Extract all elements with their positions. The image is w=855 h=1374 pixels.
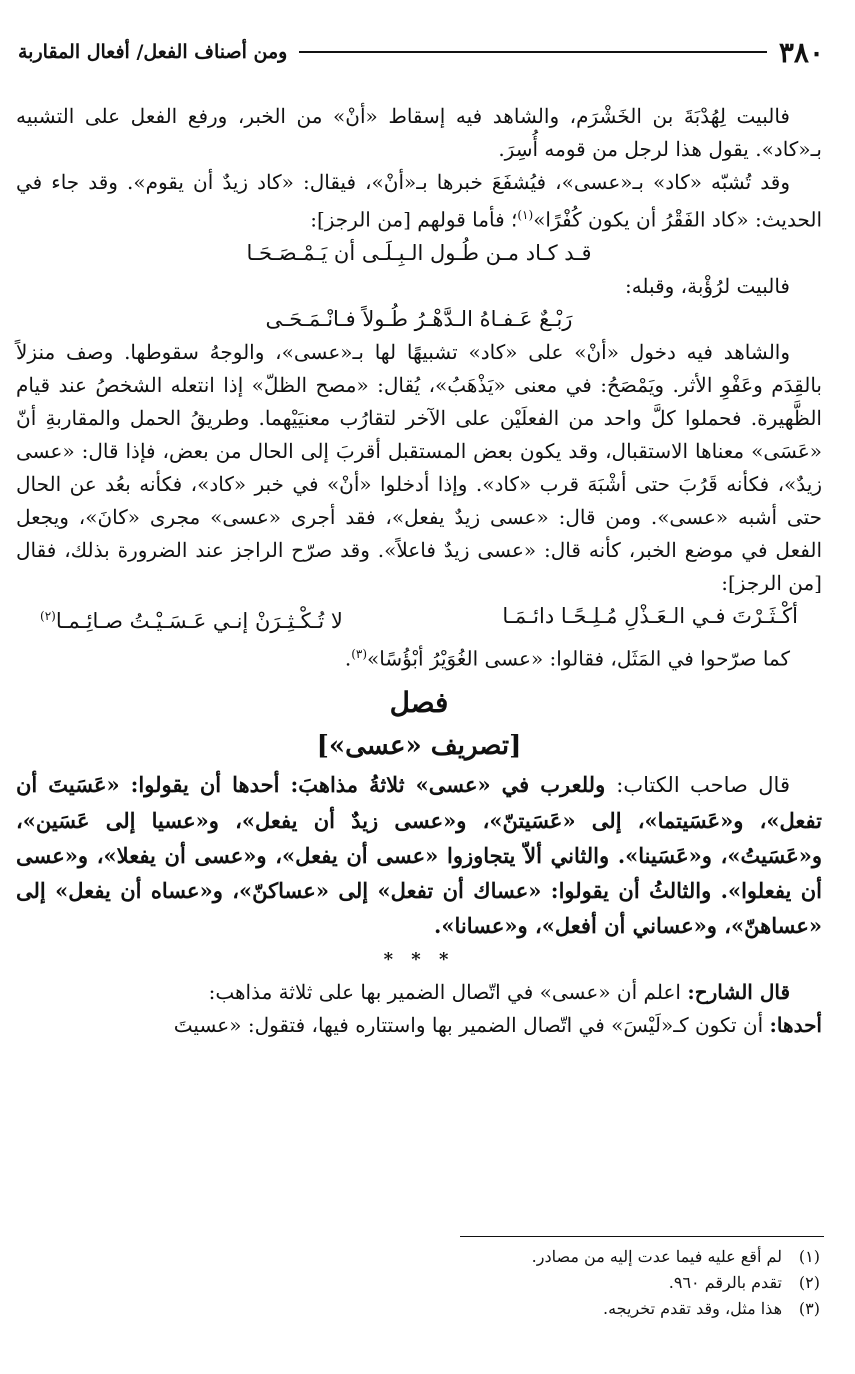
verse-3 <box>16 600 822 638</box>
paragraph-5-end: . <box>344 646 352 671</box>
paragraph-5-text: كما صرّحوا في المَثَل، فقالوا: «عسى الغُوَيْرُ أبْؤُسًا» <box>367 646 790 671</box>
footnote-text: هذا مثل، وقد تقدم تخريجه. <box>603 1299 782 1318</box>
paragraph-8-lead: أحدها: <box>769 1013 822 1038</box>
paragraph-7-text: اعلم أن «عسى» في اتّصال الضمير بها على ثلاثة مذاهب: <box>208 980 688 1005</box>
footnote-ref-1: (١) <box>517 208 534 222</box>
footnote-item <box>300 1244 820 1270</box>
section-subheading: [تصريف «عسى»] <box>316 731 522 762</box>
footnote-ref-2: (٢) <box>40 608 56 623</box>
paragraph-8 <box>16 1009 822 1042</box>
paragraph-8-text: أن تكون كـ«لَيْسَ» في اتّصال الضمير بها واستتاره فيها، فتقول: «عسيتَ <box>173 1013 770 1038</box>
section-heading: فصل <box>389 686 449 720</box>
paragraph-3: فالبيت لرُؤْبة، وقبله: <box>624 273 790 298</box>
paragraph-7 <box>16 976 822 1009</box>
footnote-number: (١) <box>798 1247 820 1266</box>
footnote-number: (٣) <box>798 1299 820 1318</box>
verse-1: قـد كـاد مـن طُـول الـبِـلَـى أن يَـمْـصَـحَـا <box>246 240 592 265</box>
verse-3-second-text: لا تُـكْـثِـرَنْ إنـي عَـسَـيْـتُ صـائِـمـا <box>55 608 343 633</box>
paragraph-2 <box>16 166 822 237</box>
paragraph-6-text: وللعرب في «عسى» ثلاثةُ مذاهبَ: أحدها أن يقولوا: «عَسَيتَ أن تفعل»، و«عَسَيتما»، إلى «عَسَيتنّ»، و«عسى زيدٌ أن يفعل»، و«عسيا إلى عَسَين»، و«عَسَيتُ»، و«عَسَينا». والثاني ألاّ يتجاوزوا «عسى أن يفعل»، و«عسى أن يفعلا»، و«عسى أن يفعلوا». والثالثُ أن يقولوا: «عساك أن تفعل» إلى «عساكنّ»، و«عساه أن يفعل» إلى «عساهنّ»، و«عساني أن أفعل»، و«عسانا». <box>16 772 822 939</box>
verse-3-first-hemistich: أكْـثَـرْتَ فـي الـعَـذْلِ مُـلِـحًـا دائـمَـا <box>502 603 798 628</box>
footnote-item <box>300 1270 820 1296</box>
paragraph-4: والشاهد فيه دخول «أنْ» على «كاد» تشبيهًا لها بـ«عسى»، والوجهُ سقوطها. وصف منزلاً بالقِدَم وعَفْوِ الأثر. ويَمْصَحُ: في معنى «يَذْهَبُ»، يُقال: «مصح الظلّ» إذا انتعله الشخصُ عند قيام الظَّهيرة. فحملوا كلَّ واحد من الفعلَيْن على الآخر لتقارُب معنيَيْهما. وطريقُ الحمل والمقاربةِ أنّ «عَسَى» معناها الاستقبال، وقد يكون بعض المستقبل أقربَ إلى الحال من بعض، فإذا قال: «عسى زيدٌ»، فكأنه قَرُبَ حتى أشْبَهَ قرب «كاد». وإذا أدخلوا «أنْ» في خبر «كاد»، فكأنه بعُد عن الحال حتى أشبه «عسى». ومن قال: «عسى زيدٌ يفعل»، فقد أجرى «عسى» مجرى «كانَ»، ويجعل الفعل في موضع الخبر، كأنه قال: «عسى زيدٌ فاعلاً». وقد صرّح الراجز عند الضرورة بذلك، فقال [من الرجز]: <box>16 339 822 595</box>
chapter-title: ومن أصناف الفعل/ أفعال المقاربة <box>18 41 288 63</box>
paragraph-1: فالبيت لِهُدْبَةَ بن الخَشْرَم، والشاهد فيه إسقاط «أنْ» من الخبر، ورفع الفعل على التشبيه بـ«كاد». يقول هذا لرجل من قومه أُسِرَ. <box>16 104 822 161</box>
paragraph-2-text: وقد تُشبّه «كاد» بـ«عسى»، فيُشفَعَ خبرها بـ«أنْ»، فيقال: «كاد زيدٌ أن يقوم». وقد جاء في الحديث: «كاد الفَقْرُ أن يكون كُفْرًا» <box>16 170 822 232</box>
page-number: ٣٨٠ <box>778 35 824 69</box>
section-separator: * * * <box>383 949 455 971</box>
paragraph-6-lead: قال صاحب الكتاب: <box>616 773 790 798</box>
page-header <box>18 34 824 70</box>
footnote-text: تقدم بالرقم ٩٦٠. <box>668 1273 782 1292</box>
header-rule <box>299 51 767 53</box>
footnote-ref-3: (٣) <box>351 646 368 661</box>
verse-3-second-hemistich <box>40 600 343 638</box>
paragraph-2-end: ؛ فأما قولهم [من الرجز]: <box>310 207 518 232</box>
paragraph-5 <box>16 638 822 676</box>
paragraph-6 <box>16 767 822 943</box>
footnote-item <box>300 1296 820 1322</box>
footnote-rule <box>460 1236 824 1237</box>
footnote-text: لم أقع عليه فيما عدت إليه من مصادر. <box>531 1247 782 1266</box>
verse-2: رَبْـعٌ عَـفـاهُ الـدَّهْـرُ طُـولاً فـانْـمَـحَـى <box>265 306 573 331</box>
footnote-number: (٢) <box>798 1273 820 1292</box>
footnotes <box>300 1244 820 1322</box>
page-body <box>16 100 822 1042</box>
paragraph-7-lead: قال الشارح: <box>687 980 790 1005</box>
